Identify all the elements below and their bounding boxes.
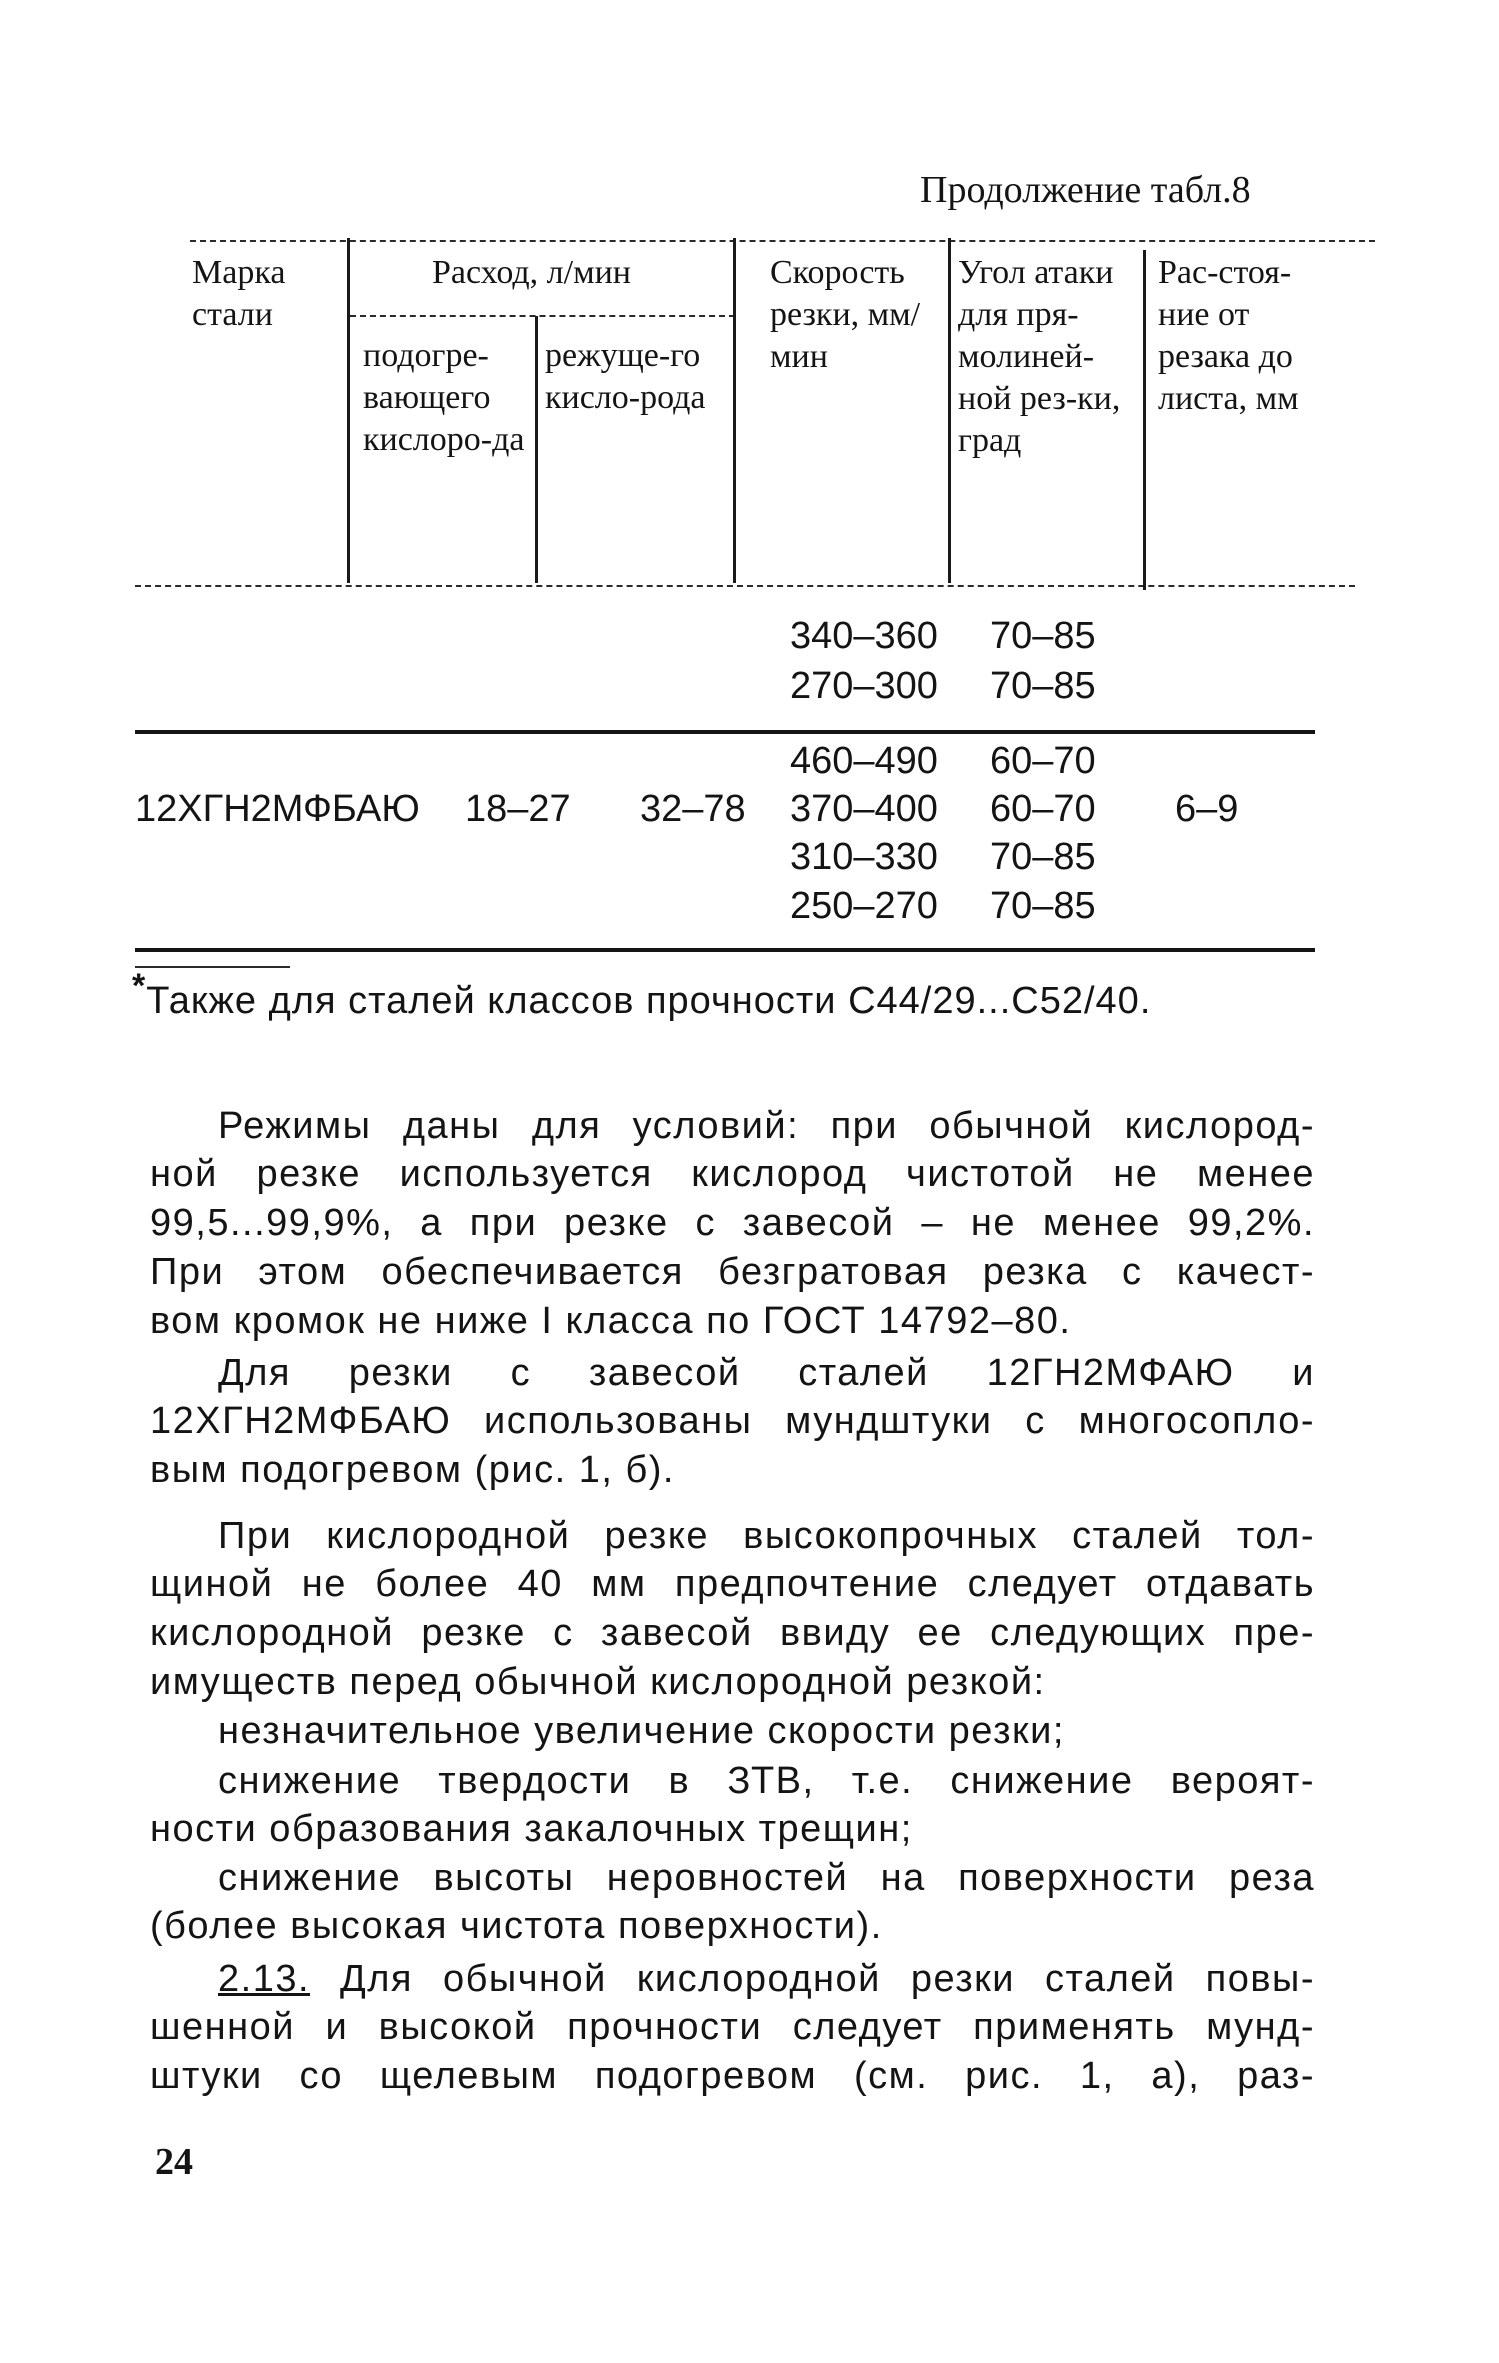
- speed-value: 270–300: [790, 665, 938, 707]
- text-line: имуществ перед обычной кислородной резкой:: [150, 1661, 1046, 1703]
- paragraph-2-13: [150, 1958, 1315, 2108]
- text-line: Режимы даны для условий: при обычной кислород-: [218, 1105, 1315, 1147]
- cutting-flow: 32–78: [640, 788, 746, 830]
- preheat-flow: 18–27: [465, 788, 571, 830]
- flow-subheader-rule: [350, 315, 735, 317]
- text-line: (более высокая чистота поверхности).: [150, 1905, 883, 1947]
- speed-value: 460–490: [790, 740, 938, 782]
- text-line: При этом обеспечивается безгратовая резка с качест-: [150, 1251, 1315, 1293]
- table-top-rule: [190, 240, 1375, 242]
- header-attack-angle: Угол атаки для пря-молиней-ной рез-ки, град: [958, 254, 1121, 459]
- text-line: 2.13. Для обычной кислородной резки сталей повы-: [218, 1958, 1315, 2000]
- angle-value: 70–85: [990, 615, 1096, 657]
- text-line: незначительное увеличение скорости резки;: [218, 1710, 1065, 1752]
- steel-grade: 12ХГН2МФБАЮ: [135, 788, 420, 830]
- text-line: щиной не более 40 мм предпочтение следует отдавать: [150, 1563, 1315, 1605]
- text-line: 99,5...99,9%, а при резке с завесой – не менее 99,2%.: [150, 1202, 1315, 1244]
- speed-value: 250–270: [790, 885, 938, 927]
- paragraph-regimes: [150, 1105, 1315, 1345]
- angle-value: 70–85: [990, 885, 1096, 927]
- torch-distance: 6–9: [1175, 788, 1239, 830]
- footnote-mark: *: [132, 967, 147, 1005]
- page-number: 24: [155, 2141, 193, 2183]
- speed-value: 310–330: [790, 836, 938, 878]
- header-preheat-oxygen: подогре-вающего кислоро-да: [363, 337, 525, 458]
- text-line: ности образования закалочных трещин;: [150, 1808, 913, 1850]
- header-divider-4: [948, 238, 951, 583]
- header-cutting-speed: Скорость резки, мм/мин: [770, 254, 921, 375]
- header-bottom-rule: [135, 585, 1355, 587]
- speed-value: 370–400: [790, 788, 938, 830]
- text-line: кислородной резке с завесой ввиду ее следующих пре-: [150, 1612, 1315, 1654]
- paragraph-curtain-cutting: [150, 1352, 1315, 1502]
- speed-value: 340–360: [790, 615, 938, 657]
- footnote-rule: [135, 966, 290, 968]
- angle-value: 60–70: [990, 740, 1096, 782]
- header-divider-1: [347, 238, 350, 583]
- header-steel-grade: Марка стали: [192, 254, 286, 333]
- list-item-roughness: [150, 1857, 1315, 1957]
- paragraph-high-strength: [150, 1515, 1315, 1715]
- header-divider-2: [535, 316, 538, 583]
- header-torch-distance: Рас-стоя-ние от резака до листа, мм: [1158, 254, 1299, 417]
- text-line: снижение высоты неровностей на поверхности реза: [218, 1857, 1315, 1899]
- header-divider-3: [733, 238, 736, 583]
- text-line: При кислородной резке высокопрочных сталей тол-: [218, 1515, 1315, 1557]
- header-flow: Расход, л/мин: [432, 254, 631, 291]
- angle-value: 60–70: [990, 788, 1096, 830]
- footnote-text: Также для сталей классов прочности С44/29...С52/40.: [146, 980, 1152, 1022]
- text-line: шенной и высокой прочности следует применять мунд-: [150, 2006, 1315, 2048]
- text-line: вым подогревом (рис. 1, б).: [150, 1449, 675, 1491]
- table-caption: Продолжение табл.8: [920, 169, 1251, 211]
- section-number: 2.13.: [218, 1958, 311, 2000]
- footnote: [132, 967, 1152, 1023]
- text-line: снижение твердости в ЗТВ, т.е. снижение вероят-: [218, 1760, 1315, 1802]
- text-line: Для резки с завесой сталей 12ГН2МФАЮ и: [218, 1352, 1315, 1394]
- list-item-hardness: [150, 1760, 1315, 1860]
- text-line: штуки со щелевым подогревом (см. рис. 1, а), раз-: [150, 2055, 1315, 2097]
- text-line: 12ХГН2МФБАЮ использованы мундштуки с многосопло-: [150, 1400, 1315, 1442]
- header-cutting-oxygen: режуще-го кисло-рода: [545, 337, 706, 416]
- header-divider-5: [1143, 250, 1146, 590]
- table-bottom-rule: [135, 948, 1315, 952]
- text-line: вом кромок не ниже I класса по ГОСТ 14792–80.: [150, 1300, 1072, 1342]
- angle-value: 70–85: [990, 665, 1096, 707]
- list-item-speed: [150, 1710, 1315, 1760]
- table-row-rule: [135, 730, 1315, 734]
- angle-value: 70–85: [990, 836, 1096, 878]
- text-line: ной резке используется кислород чистотой не менее: [150, 1153, 1315, 1195]
